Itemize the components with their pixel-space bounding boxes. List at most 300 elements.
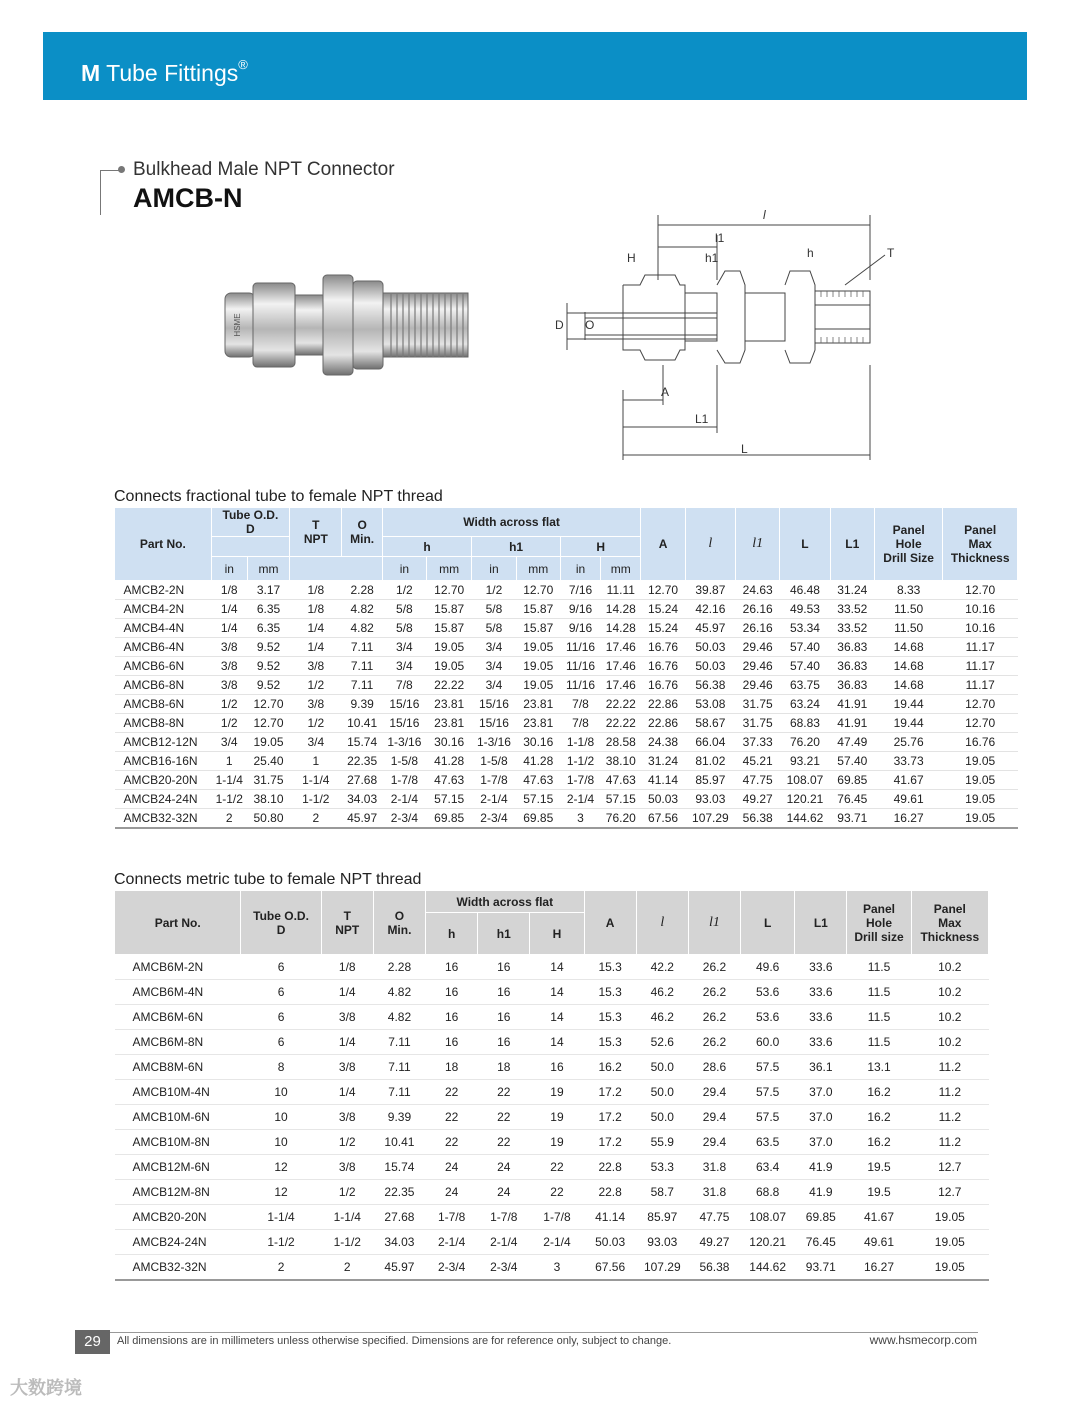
table-cell: 93.71 [795,1255,847,1281]
table-cell: 31.75 [736,695,780,714]
table-cell: 41.91 [830,714,874,733]
table-cell: 56.38 [736,809,780,829]
table-cell: 11.17 [943,676,1018,695]
table-cell: 58.67 [685,714,735,733]
table-cell: 49.6 [741,955,795,980]
table-cell: 24.63 [736,581,780,600]
col-tube-od-label: Tube O.D. [253,908,309,923]
col-h: h [382,537,472,557]
table-cell: 36.83 [830,657,874,676]
table-cell: 38.10 [601,752,641,771]
part-number-cell: AMCB8M-6N [115,1055,241,1080]
table-cell: 24.38 [641,733,685,752]
table-cell: 120.21 [741,1230,795,1255]
table-cell: 9.39 [342,695,382,714]
table-cell: 6.35 [247,600,289,619]
col-part-no: Part No. [115,508,212,581]
table-cell: 16 [530,1055,584,1080]
table-cell: 11.2 [911,1055,988,1080]
table-cell: 45.97 [373,1255,425,1281]
table-cell: 12 [241,1155,321,1180]
col-panel-hole [847,891,911,955]
table-cell: 1/8 [321,955,373,980]
table-cell: 9/16 [560,619,600,638]
table-cell: 11.2 [911,1105,988,1130]
table-cell: 22.8 [584,1155,636,1180]
table-cell: 16.2 [847,1130,911,1155]
col-a: A [641,508,685,581]
table-cell: 67.56 [641,809,685,829]
table-cell: 15/16 [472,714,516,733]
table-cell: 29.4 [688,1080,740,1105]
table-cell: 1-1/2 [290,790,342,809]
table-cell: 47.75 [688,1205,740,1230]
table-cell: 41.9 [795,1155,847,1180]
table-cell: 33.6 [795,1030,847,1055]
col-o-label: O [394,908,405,923]
table-cell: 7.11 [373,1080,425,1105]
col-L1: L1 [795,891,847,955]
table-cell: 50.0 [636,1055,688,1080]
registered-mark: ® [238,57,248,73]
product-subtitle: Bulkhead Male NPT Connector [133,159,395,180]
table-cell: 7/8 [560,695,600,714]
table-cell: 15.3 [584,955,636,980]
table-cell: 8 [241,1055,321,1080]
table-cell: 19.05 [247,733,289,752]
table-cell: 29.46 [736,638,780,657]
col-panel-max-l2: Max [938,915,962,930]
table-cell: 69.85 [830,771,874,790]
part-number-cell: AMCB6-6N [115,657,212,676]
table-cell: 22.22 [601,695,641,714]
dim-l-label: l [763,208,766,222]
table-cell: 10.2 [911,980,988,1005]
col-panel-max [943,508,1018,581]
table-cell: 60.0 [741,1030,795,1055]
table-cell: 3/4 [382,657,426,676]
unit-in: in [211,557,247,581]
table-cell: 11/16 [560,676,600,695]
table-cell: 76.45 [830,790,874,809]
table-cell: 57.5 [741,1055,795,1080]
table-cell: 57.40 [780,657,830,676]
table-cell: 3/8 [211,657,247,676]
table-cell: 33.52 [830,600,874,619]
table-cell: 42.16 [685,600,735,619]
table-cell: 2-3/4 [472,809,516,829]
table-row [115,1155,989,1180]
table-cell: 57.5 [741,1105,795,1130]
table-cell: 1/4 [321,1030,373,1055]
metric-dimensions-table [114,890,989,1281]
table-cell: 58.7 [636,1180,688,1205]
table-cell: 12.70 [516,581,560,600]
table-cell: 15.3 [584,1005,636,1030]
col-h1: h1 [478,913,530,955]
table-cell: 69.85 [427,809,472,829]
table-cell: 16.2 [584,1055,636,1080]
table-cell: 85.97 [685,771,735,790]
part-number-cell: AMCB12M-6N [115,1155,241,1180]
table-row [115,1255,989,1281]
table-cell: 14.68 [874,657,942,676]
col-panel-max-l3: Thickness [920,929,980,944]
table-cell: 22.35 [373,1180,425,1205]
table-cell: 7.11 [342,657,382,676]
table-cell: 9.52 [247,638,289,657]
table-cell: 46.2 [636,980,688,1005]
watermark: 大数跨境 [10,1378,82,1398]
table-cell: 16 [478,980,530,1005]
unit-in: in [472,557,516,581]
col-H: H [530,913,584,955]
table-cell: 5/8 [472,619,516,638]
table-cell: 5/8 [382,600,426,619]
table-cell: 53.3 [636,1155,688,1180]
table-cell: 30.16 [427,733,472,752]
table-cell: 1-3/16 [382,733,426,752]
table-cell: 34.03 [373,1230,425,1255]
col-t-npt: NPT [335,922,360,937]
table-cell: 19.05 [943,790,1018,809]
table-cell: 10.2 [911,955,988,980]
table-cell: 1 [211,752,247,771]
col-L: L [780,508,830,581]
table-cell: 66.04 [685,733,735,752]
table-cell: 29.46 [736,676,780,695]
table-cell: 4.82 [342,619,382,638]
table-cell: 41.28 [427,752,472,771]
part-number-cell: AMCB2-2N [115,581,212,600]
table-cell: 33.73 [874,752,942,771]
table-cell: 10.16 [943,600,1018,619]
table-cell: 24 [426,1155,478,1180]
table-cell: 31.24 [830,581,874,600]
table-cell: 37.0 [795,1080,847,1105]
col-panel-hole-l2: Hole [866,915,893,930]
table-cell: 68.83 [780,714,830,733]
table-cell: 33.6 [795,955,847,980]
table-cell: 2-3/4 [426,1255,478,1281]
table-cell: 22 [530,1155,584,1180]
col-panel-hole-l1: Panel [892,523,925,537]
table-cell: 19.05 [427,638,472,657]
table-cell: 17.46 [601,676,641,695]
table-cell: 22.86 [641,695,685,714]
table-cell: 16.2 [847,1105,911,1130]
part-number-cell: AMCB8-8N [115,714,212,733]
table-cell: 17.2 [584,1130,636,1155]
unit-mm: mm [601,557,641,581]
table-cell: 14 [530,955,584,980]
col-t [290,508,342,557]
part-number-cell: AMCB20-20N [115,771,212,790]
table-cell: 11.11 [601,581,641,600]
table-cell: 50.03 [641,790,685,809]
table-cell: 4.82 [342,600,382,619]
table-cell: 16.2 [847,1080,911,1105]
table-cell: 16.76 [641,657,685,676]
col-t-o-spacer [290,557,383,581]
table-cell: 1/4 [290,638,342,657]
dim-H-label: H [627,251,636,265]
table-cell: 50.03 [685,638,735,657]
table-cell: 16 [426,1005,478,1030]
table-cell: 27.68 [342,771,382,790]
table-row [115,676,1018,695]
table-cell: 3/8 [211,676,247,695]
table-cell: 5/8 [382,619,426,638]
col-H: H [560,537,641,557]
table-cell: 2-1/4 [530,1230,584,1255]
table-cell: 47.63 [516,771,560,790]
dim-T-label: T [887,246,895,260]
part-number-cell: AMCB4-4N [115,619,212,638]
table-cell: 16 [478,1005,530,1030]
col-panel-hole-l3: Drill Size [883,551,934,565]
table-cell: 53.34 [780,619,830,638]
table-cell: 3/8 [321,1105,373,1130]
table-cell: 45.97 [685,619,735,638]
table-cell: 12.70 [247,695,289,714]
table-cell: 1-7/8 [472,771,516,790]
col-o-min: Min. [350,532,375,546]
table-cell: 11.5 [847,980,911,1005]
table-cell: 12.70 [427,581,472,600]
table-cell: 22 [426,1130,478,1155]
table-cell: 53.6 [741,1005,795,1030]
table-cell: 1-5/8 [472,752,516,771]
technical-drawing [545,205,915,465]
table-cell: 14 [530,1030,584,1055]
col-panel-hole [874,508,942,581]
table-cell: 1/2 [211,695,247,714]
table-cell: 16 [426,980,478,1005]
part-number-cell: AMCB12M-8N [115,1180,241,1205]
table-cell: 36.83 [830,638,874,657]
table-cell: 69.85 [795,1205,847,1230]
table-cell: 107.29 [685,809,735,829]
table-cell: 41.9 [795,1180,847,1205]
col-L1: L1 [830,508,874,581]
table-cell: 15.87 [516,619,560,638]
table-cell: 49.27 [688,1230,740,1255]
table-cell: 1/4 [321,980,373,1005]
table-cell: 14 [530,1005,584,1030]
table-cell: 19.5 [847,1180,911,1205]
table-cell: 26.2 [688,1005,740,1030]
table-cell: 93.03 [685,790,735,809]
table-cell: 10.41 [342,714,382,733]
col-tube-od [241,891,321,955]
part-number-cell: AMCB10M-4N [115,1080,241,1105]
table-row [115,1130,989,1155]
table-cell: 47.75 [736,771,780,790]
table-cell: 2-1/4 [560,790,600,809]
table-cell: 5/8 [472,600,516,619]
table-cell: 7.11 [373,1030,425,1055]
table-row [115,790,1018,809]
table-cell: 19.05 [911,1255,988,1281]
table-cell: 9.52 [247,676,289,695]
table-cell: 1-1/8 [560,733,600,752]
table-cell: 47.63 [601,771,641,790]
table-cell: 2 [211,809,247,829]
table-cell: 49.27 [736,790,780,809]
table-cell: 26.2 [688,1030,740,1055]
footer-note: All dimensions are in millimeters unless otherwise specified. Dimensions are for reference only, subject to change. [117,1335,672,1347]
col-tube-od-d: D [276,922,286,937]
dim-h1-label: h1 [705,251,719,265]
table-cell: 9.39 [373,1105,425,1130]
table-cell: 3/8 [290,657,342,676]
table-cell: 45.21 [736,752,780,771]
table-cell: 22 [478,1105,530,1130]
dim-D-label: D [555,318,564,332]
part-number-cell: AMCB6-4N [115,638,212,657]
part-number-cell: AMCB20-20N [115,1205,241,1230]
table-cell: 15/16 [472,695,516,714]
table-cell: 2.28 [373,955,425,980]
table-cell: 26.16 [736,600,780,619]
part-number-cell: AMCB24-24N [115,790,212,809]
table-cell: 47.49 [830,733,874,752]
table-cell: 12.70 [247,714,289,733]
table-cell: 29.46 [736,657,780,676]
table-cell: 1-5/8 [382,752,426,771]
table-cell: 39.87 [685,581,735,600]
table-cell: 12.70 [943,714,1018,733]
table-cell: 52.6 [636,1030,688,1055]
table-row [115,714,1018,733]
col-t [321,891,373,955]
table-cell: 22.22 [427,676,472,695]
table-cell: 25.76 [874,733,942,752]
table-cell: 1/4 [211,600,247,619]
table-cell: 3/8 [321,1155,373,1180]
table-cell: 38.10 [247,790,289,809]
table-cell: 27.68 [373,1205,425,1230]
table-cell: 31.8 [688,1180,740,1205]
table-cell: 49.53 [780,600,830,619]
table-cell: 1/8 [211,581,247,600]
table-cell: 41.14 [641,771,685,790]
banner-brand: M [81,60,101,86]
col-panel-max [911,891,988,955]
col-h: h [426,913,478,955]
col-width-across-flat: Width across flat [426,891,585,913]
table-cell: 19.5 [847,1155,911,1180]
table-cell: 1-1/2 [211,790,247,809]
table-cell: 1/4 [290,619,342,638]
table-cell: 47.63 [427,771,472,790]
table-cell: 16.76 [943,733,1018,752]
col-panel-max-l2: Max [968,537,992,551]
table-cell: 16 [478,1030,530,1055]
table-cell: 37.0 [795,1130,847,1155]
table-cell: 19.44 [874,695,942,714]
table-cell: 10.16 [943,619,1018,638]
table-cell: 37.33 [736,733,780,752]
table-cell: 19 [530,1105,584,1130]
col-o [342,508,382,557]
table-cell: 1-7/8 [426,1205,478,1230]
table-cell: 14 [530,980,584,1005]
table-cell: 33.6 [795,980,847,1005]
dim-l1-label: l1 [715,231,725,245]
col-l1: l1 [688,891,740,955]
col-h1: h1 [472,537,561,557]
table-cell: 33.52 [830,619,874,638]
part-number-cell: AMCB32-32N [115,809,212,829]
part-number-cell: AMCB32-32N [115,1255,241,1281]
part-number-cell: AMCB24-24N [115,1230,241,1255]
table-cell: 15/16 [382,695,426,714]
table-cell: 49.61 [874,790,942,809]
col-o-min: Min. [387,922,412,937]
table-cell: 50.03 [584,1230,636,1255]
table-cell: 2-1/4 [478,1230,530,1255]
table-cell: 2-1/4 [426,1230,478,1255]
part-number-cell: AMCB6M-6N [115,1005,241,1030]
table-cell: 11.50 [874,619,942,638]
table-cell: 29.4 [688,1105,740,1130]
table-cell: 11.2 [911,1080,988,1105]
table-cell: 24 [478,1180,530,1205]
table-cell: 11.2 [911,1130,988,1155]
table-cell: 57.15 [516,790,560,809]
table-cell: 2 [321,1255,373,1281]
table-cell: 22 [478,1080,530,1105]
col-o-label: O [357,518,367,532]
table-cell: 11.5 [847,955,911,980]
col-width-across-flat: Width across flat [382,508,641,537]
unit-mm: mm [427,557,472,581]
dim-h-label: h [807,246,814,260]
table-row [115,695,1018,714]
table-cell: 34.03 [342,790,382,809]
table-cell: 1-7/8 [478,1205,530,1230]
col-panel-hole-l2: Hole [895,537,922,551]
table-cell: 15.24 [641,600,685,619]
table-cell: 6 [241,980,321,1005]
table-cell: 108.07 [741,1205,795,1230]
table-cell: 46.48 [780,581,830,600]
table-cell: 3/4 [472,657,516,676]
table-cell: 10.2 [911,1030,988,1055]
table-cell: 57.40 [780,638,830,657]
table-cell: 14.28 [601,600,641,619]
table-cell: 26.2 [688,980,740,1005]
footer-url[interactable]: www.hsmecorp.com [869,1333,977,1347]
part-number-cell: AMCB12-12N [115,733,212,752]
table-cell: 7.11 [342,676,382,695]
table-cell: 22.8 [584,1180,636,1205]
dim-L1-label: L1 [695,412,709,426]
table-cell: 3.17 [247,581,289,600]
col-tube-od-label: Tube O.D. [222,508,279,522]
table-cell: 12.7 [911,1155,988,1180]
table-row [115,1105,989,1130]
part-number-cell: AMCB4-2N [115,600,212,619]
table-row [115,955,989,980]
table-cell: 28.6 [688,1055,740,1080]
table-cell: 6.35 [247,619,289,638]
table-cell: 2-1/4 [382,790,426,809]
table-cell: 17.2 [584,1080,636,1105]
table-cell: 1-1/2 [321,1230,373,1255]
